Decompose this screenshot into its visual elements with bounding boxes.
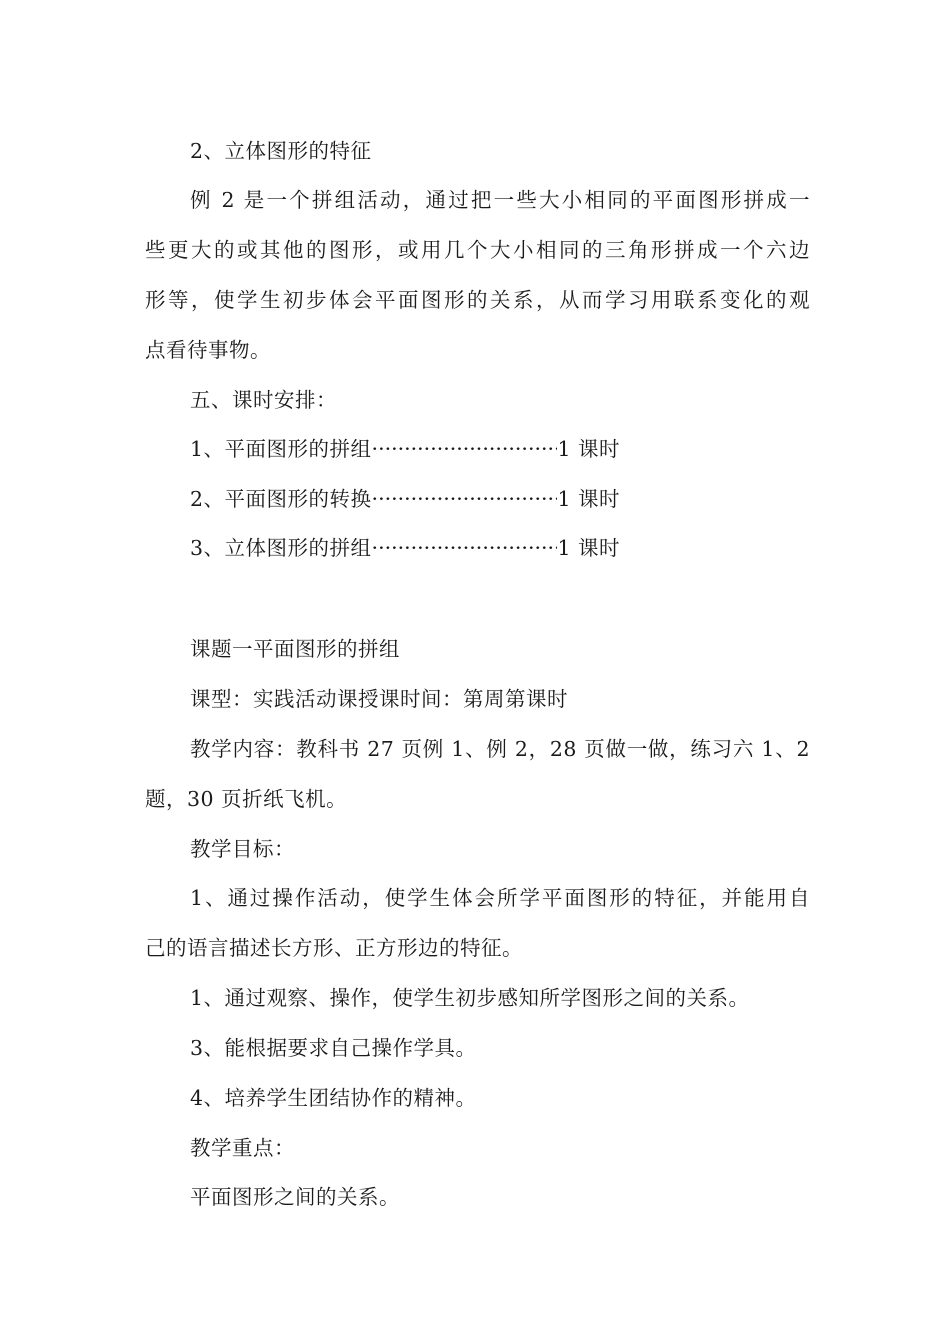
schedule-item <box>190 434 620 464</box>
schedule-item-label: 3、立体图形的拼组 <box>190 536 372 560</box>
schedule-item-hours: 1 课时 <box>557 536 620 560</box>
schedule-item <box>190 484 620 514</box>
key-text: 平面图形之间的关系。 <box>190 1185 400 1209</box>
content-line: 题，30 页折纸飞机。 <box>145 787 348 811</box>
schedule-item <box>190 533 620 563</box>
goal-item: 3、能根据要求自己操作学具。 <box>190 1036 477 1060</box>
lesson-type: 课型：实践活动课授课时间：第周第课时 <box>190 687 568 711</box>
goal-line: 己的语言描述长方形、正方形边的特征。 <box>145 936 523 960</box>
goals-title: 教学目标： <box>190 837 295 861</box>
content-line: 教学内容：教科书 27 页例 1、例 2，28 页做一做，练习六 1、2 <box>190 737 810 761</box>
schedule-item-hours: 1 课时 <box>557 487 620 511</box>
schedule-title: 五、课时安排： <box>190 388 337 412</box>
paragraph-line: 些更大的或其他的图形，或用几个大小相同的三角形拼成一个六边 <box>145 238 810 262</box>
lesson-title: 课题一平面图形的拼组 <box>190 637 400 661</box>
paragraph-line: 点看待事物。 <box>145 338 271 362</box>
goal-item: 4、培养学生团结协作的精神。 <box>190 1086 477 1110</box>
schedule-item-hours: 1 课时 <box>557 437 620 461</box>
paragraph-line: 形等，使学生初步体会平面图形的关系，从而学习用联系变化的观 <box>145 288 810 312</box>
schedule-item-label: 2、平面图形的转换 <box>190 487 372 511</box>
schedule-item-label: 1、平面图形的拼组 <box>190 437 372 461</box>
goal-line: 1、通过操作活动，使学生体会所学平面图形的特征，并能用自 <box>190 886 810 910</box>
paragraph-line: 例 2 是一个拼组活动，通过把一些大小相同的平面图形拼成一 <box>190 188 810 212</box>
key-title: 教学重点： <box>190 1136 295 1160</box>
leader-dots <box>372 533 558 563</box>
goal-item: 1、通过观察、操作，使学生初步感知所学图形之间的关系。 <box>190 986 750 1010</box>
leader-dots <box>372 484 558 514</box>
leader-dots <box>372 434 558 464</box>
section-heading: 2、立体图形的特征 <box>190 139 372 163</box>
